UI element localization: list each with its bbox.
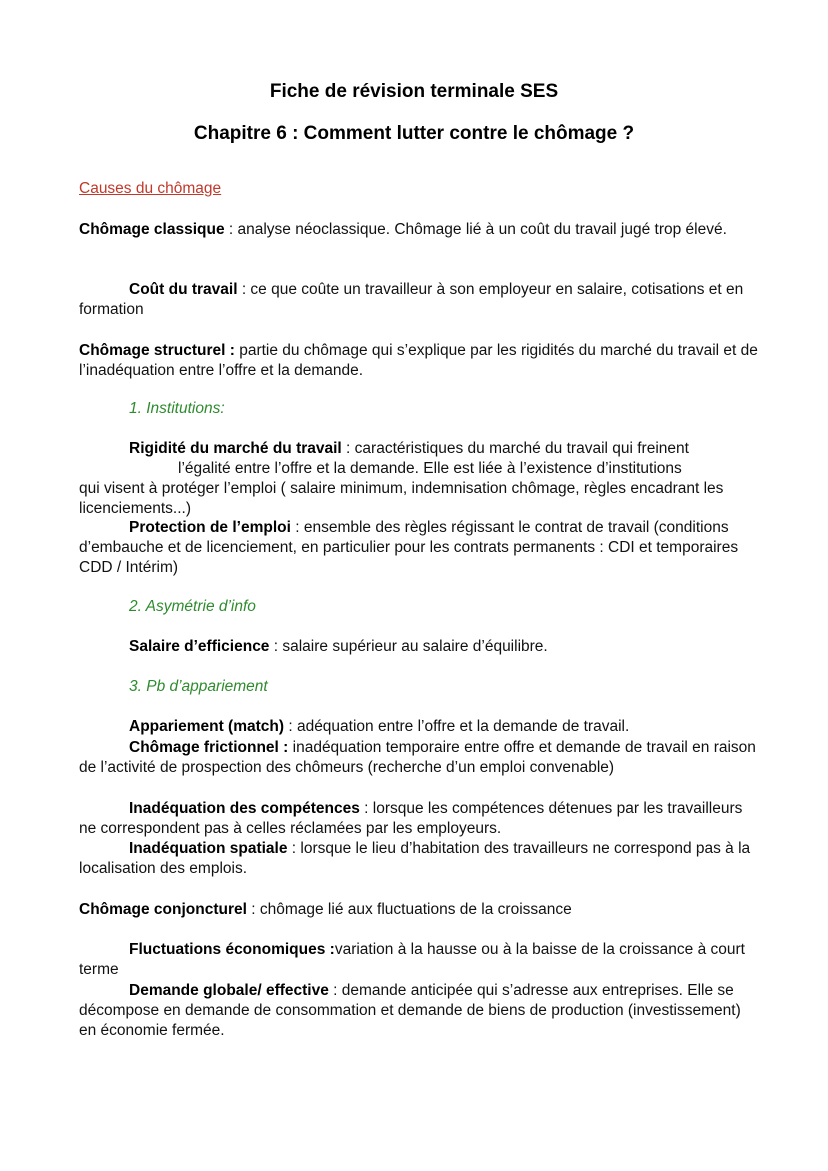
term: Chômage frictionnel : [129,739,289,756]
definition: variation à la hausse ou à la baisse de la croissance à court terme [79,941,745,978]
subheading-institutions [79,399,809,419]
subheading-appariement [79,677,809,697]
definition: : salaire supérieur au salaire d’équilibre. [269,638,548,655]
def-rigidite [79,439,759,519]
definition: : adéquation entre l’offre et la demande de travail. [284,718,630,735]
def-demande-globale [79,981,759,1041]
definition: : chômage lié aux fluctuations de la croissance [246,901,572,918]
definition: : lorsque le lieu d’habitation des travailleurs ne correspond pas à la localisation des emplois. [79,840,751,877]
definition: : ce que coûte un travailleur à son employeur en salaire, cotisations et en formation [79,281,744,318]
definition: : ensemble des règles régissant le contrat de travail (conditions d’embauche et de licenciement, en particulier pour les contrats permanents : CDI et temporaires CDD / Intérim) [79,519,739,576]
term: Chômage conjoncturel [79,901,247,918]
term: Inadéquation spatiale [129,840,288,857]
term: Coût du travail [129,281,238,298]
definition-line1: : caractéristiques du marché du travail qui freinent [341,440,689,457]
def-fluctuations-economiques [79,940,759,980]
term: Chômage classique [79,221,225,238]
def-chomage-frictionnel [79,738,759,778]
term: Inadéquation des compétences [129,800,360,817]
chapter-title: Chapitre 6 : Comment lutter contre le chômage ? [193,123,635,144]
subheading-text: 2. Asymétrie d’info [129,598,256,615]
definition: : demande anticipée qui s’adresse aux entreprises. Elle se décompose en demande de consommation et demande de biens de production (investissement) en économie fermée. [79,982,741,1039]
term: Protection de l’emploi [129,519,291,536]
def-chomage-structurel [79,341,759,381]
def-cout-travail [79,280,759,320]
def-salaire-efficience [79,637,759,657]
term: Appariement (match) [129,718,285,735]
def-chomage-classique [79,220,759,240]
subheading-text: 3. Pb d’appariement [129,678,268,695]
def-protection-emploi [79,518,759,578]
def-inadequation-competences [79,799,759,839]
definition: inadéquation temporaire entre offre et demande de travail en raison de l’activité de prospection des chômeurs (recherche d’un emploi convenable) [79,739,756,776]
term: Salaire d’efficience [129,638,270,655]
definition: partie du chômage qui s’explique par les rigidités du marché du travail et de l’inadéquation entre l’offre et la demande. [79,342,758,379]
section-heading-causes [79,179,759,199]
term: Fluctuations économiques : [129,941,335,958]
definition: : analyse néoclassique. Chômage lié à un coût du travail jugé trop élevé. [224,221,727,238]
def-appariement [79,717,759,737]
subheading-asymetrie [79,597,809,617]
definition-rest: qui visent à protéger l’emploi ( salaire minimum, indemnisation chômage, règles encadrant les licenciements...) [79,480,724,517]
definition-line2: l’égalité entre l’offre et la demande. Elle est liée à l’existence d’institutions [178,460,682,477]
section-causes-link: Causes du chômage [79,180,222,197]
subheading-text: 1. Institutions: [129,400,225,417]
document-title: Fiche de révision terminale SES [269,81,559,102]
term: Chômage structurel : [79,342,235,359]
def-inadequation-spatiale [79,839,759,879]
def-chomage-conjoncturel [79,900,759,920]
definition: : lorsque les compétences détenues par les travailleurs ne correspondent pas à celles réclamées par les employeurs. [79,800,743,837]
term: Demande globale/ effective [129,982,329,999]
term: Rigidité du marché du travail [129,440,342,457]
